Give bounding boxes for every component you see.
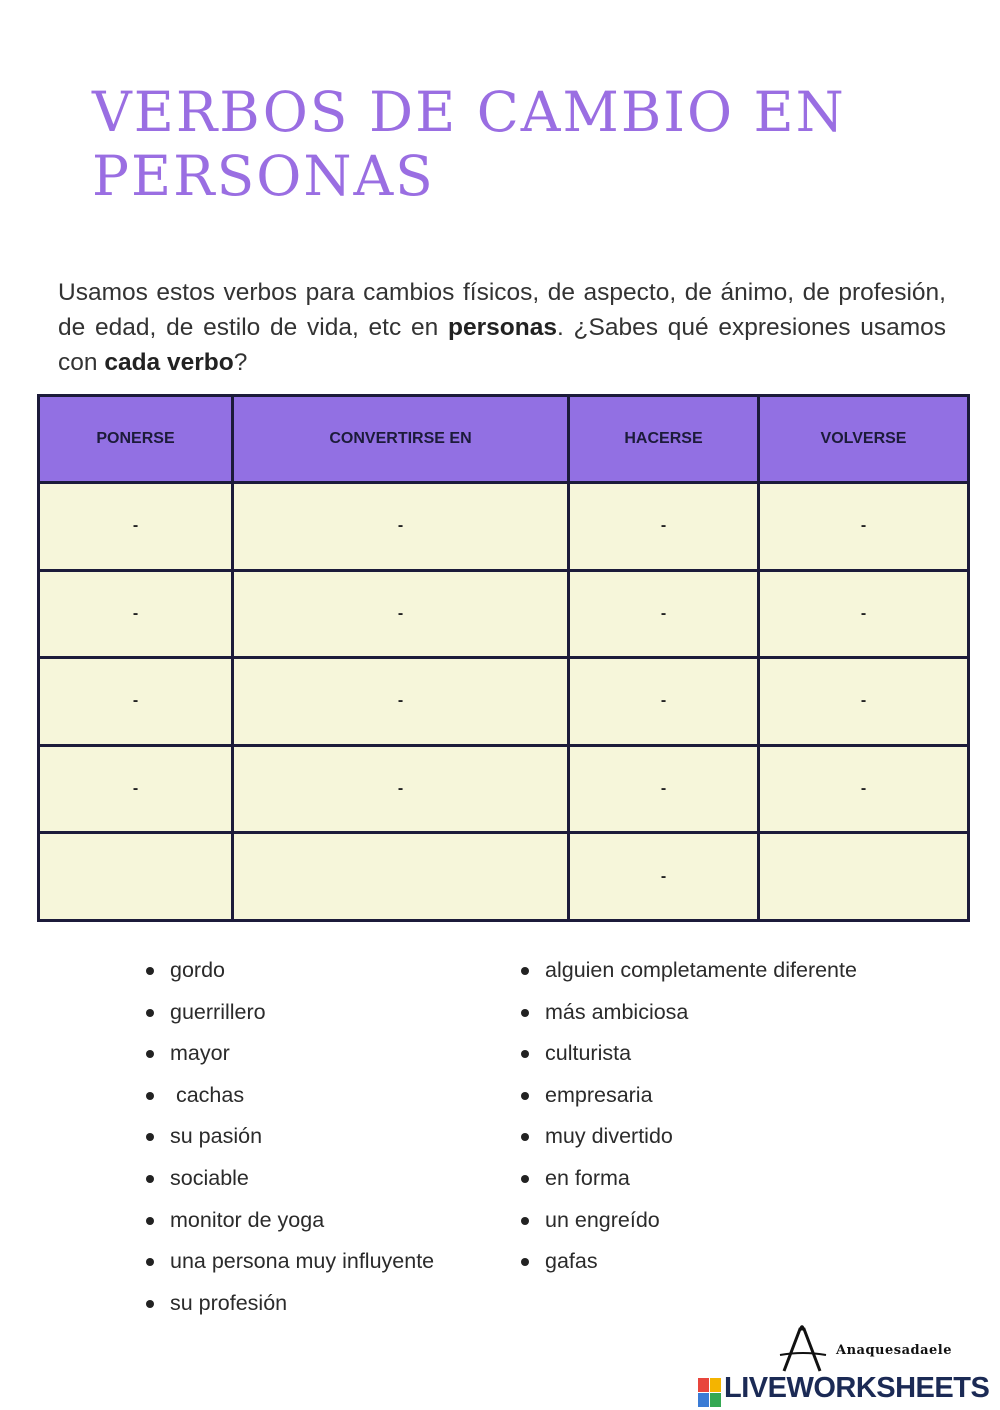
intro-text-1: Usamos estos verbos para cambios físicos, de aspecto, de ánimo, de profesión, de edad, de estilo de vida, etc en [58,278,946,341]
verb-table [37,394,970,922]
intro-bold-2: cada verbo [104,348,234,376]
word-item[interactable]: culturista [521,1033,857,1075]
author-a-logo-icon [778,1325,828,1375]
word-bank-left [146,950,434,1324]
drop-cell[interactable]: - [39,745,233,833]
header-convertirse-en: CONVERTIRSE EN [233,396,569,483]
drop-cell[interactable]: - [233,483,569,571]
liveworksheets-wordmark: LIVEWORKSHEETS [724,1372,990,1404]
intro-bold-1: personas [448,313,557,341]
drop-cell[interactable]: - [233,745,569,833]
drop-cell[interactable] [233,833,569,921]
word-item[interactable]: guerrillero [146,992,434,1034]
author-signature [778,1325,958,1375]
drop-cell[interactable]: - [759,658,969,746]
word-item[interactable]: su pasión [146,1116,434,1158]
word-item[interactable]: más ambiciosa [521,992,857,1034]
liveworksheets-logo[interactable] [698,1372,998,1408]
word-item[interactable]: alguien completamente diferente [521,950,857,992]
word-item[interactable]: una persona muy influyente [146,1241,434,1283]
header-ponerse: PONERSE [39,396,233,483]
drop-cell[interactable]: - [39,483,233,571]
word-item[interactable]: empresaria [521,1075,857,1117]
word-item[interactable]: gafas [521,1241,857,1283]
word-item[interactable]: un engreído [521,1200,857,1242]
drop-cell[interactable]: - [759,483,969,571]
word-item[interactable]: gordo [146,950,434,992]
page-title: VERBOS DE CAMBIO EN PERSONAS [92,80,846,208]
header-volverse: VOLVERSE [759,396,969,483]
drop-cell[interactable]: - [759,745,969,833]
drop-cell[interactable]: - [569,483,759,571]
table-row [39,658,969,746]
header-hacerse: HACERSE [569,396,759,483]
word-item[interactable]: sociable [146,1158,434,1200]
table-row [39,483,969,571]
drop-cell[interactable] [39,833,233,921]
table-row [39,745,969,833]
table-row [39,833,969,921]
drop-cell[interactable]: - [569,570,759,658]
drop-cell[interactable]: - [759,570,969,658]
drop-cell[interactable]: - [233,658,569,746]
liveworksheets-blocks-icon [698,1378,722,1408]
drop-cell[interactable]: - [569,745,759,833]
drop-cell[interactable] [759,833,969,921]
intro-paragraph [58,275,946,380]
drop-cell[interactable]: - [569,833,759,921]
word-item[interactable]: cachas [146,1075,434,1117]
word-item[interactable]: en forma [521,1158,857,1200]
drop-cell[interactable]: - [233,570,569,658]
word-item[interactable]: monitor de yoga [146,1200,434,1242]
word-item[interactable]: mayor [146,1033,434,1075]
drop-cell[interactable]: - [39,570,233,658]
intro-text-2: . ¿Sabes qué expresiones usamos con [58,313,946,376]
word-item[interactable]: muy divertido [521,1116,857,1158]
word-item[interactable]: su profesión [146,1283,434,1325]
word-bank-right [521,950,857,1283]
author-name: Anaquesadaele [836,1343,953,1358]
drop-cell[interactable]: - [39,658,233,746]
table-row [39,570,969,658]
drop-cell[interactable]: - [569,658,759,746]
intro-text-3: ? [233,348,248,376]
table-header-row [39,396,969,483]
